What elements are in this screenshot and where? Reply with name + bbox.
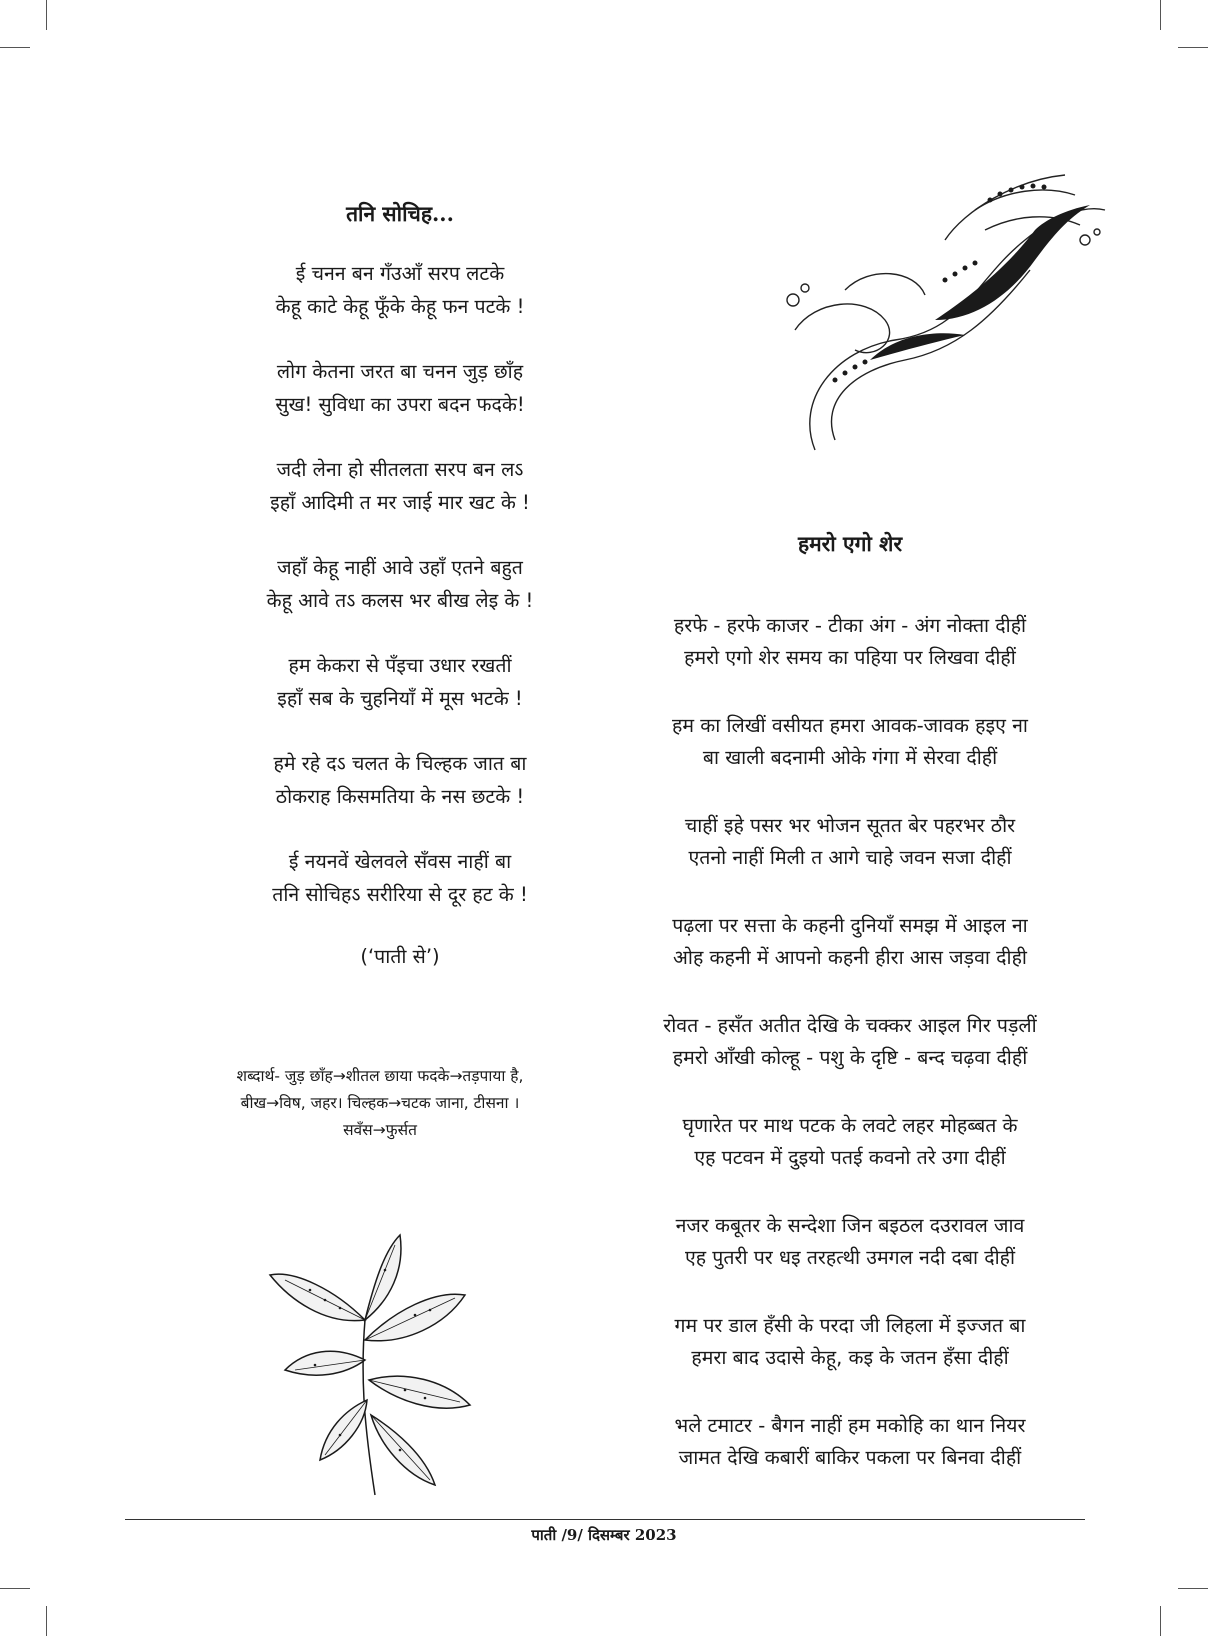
poem-line: जामत देखि कबारीं बाकिर पकला पर बिनवा दीहीं: [678, 1445, 1022, 1469]
poem-line: गम पर डाल हँसी के परदा जी लिहला में इज्जत बा: [674, 1314, 1026, 1337]
crop-mark: [1160, 0, 1161, 30]
page-footer: पाती /9/ दिसम्बर 2023: [531, 1526, 677, 1544]
stanza: [590, 910, 1110, 973]
poem-credit: (‘पाती से’): [360, 945, 440, 968]
poem-line: घृणारेत पर माथ पटक के लवटे लहर मोहब्बत के: [682, 1114, 1018, 1137]
poem-right: [590, 530, 1110, 1510]
poem-line: एह पटवन में दुइयो पतई कवनो तरे उगा दीहीं: [694, 1145, 1006, 1169]
leaf-branch-illustration: [265, 1230, 495, 1500]
poem-line: जहाँ केहू नाहीं आवे उहाँ एतने बहुत: [277, 556, 523, 579]
poem-line: ई चनन बन गँउआँ सरप लटके: [295, 262, 505, 285]
glossary-line: शब्दार्थ- जुड़ छाँह→शीतल छाया फदके→तड़पाया है,: [236, 1067, 524, 1085]
poem-line: सुख! सुविधा का उपरा बदन फदके!: [275, 392, 525, 416]
crop-mark: [0, 1588, 30, 1589]
poem-line: एतनो नाहीं मिली त आगे चाहे जवन सजा दीहीं: [688, 845, 1012, 869]
poem-line: केहू आवे तऽ कलस भर बीख लेइ के !: [266, 588, 534, 612]
poem-line: केहू काटे केहू फूँके केहू फन पटके !: [275, 294, 525, 318]
poem-line: ई नयनवें खेलवले सँवस नाहीं बा: [288, 850, 512, 873]
poem-title: हमरो एगो शेर: [797, 531, 903, 556]
poem-line: इहाँ सब के चुहनियाँ में मूस भटके !: [277, 686, 523, 710]
poem-title: तनि सोचिह...: [346, 201, 454, 226]
crop-mark: [1178, 1588, 1208, 1589]
poem-line: जदी लेना हो सीतलता सरप बन लऽ: [276, 458, 524, 481]
poem-line: पढ़ला पर सत्ता के कहनी दुनियाँ समझ में आइल ना: [672, 914, 1028, 937]
stanza: [590, 1210, 1110, 1273]
footer-divider: [125, 1519, 1085, 1520]
poem-line: नजर कबूतर के सन्देशा जिन बइठल दउरावल जाव: [675, 1214, 1025, 1237]
poem-line: लोग केतना जरत बा चनन जुड़ छाँह: [276, 360, 524, 383]
stanza: [590, 610, 1110, 673]
stanza: [590, 710, 1110, 773]
poem-line: हमरो एगो शेर समय का पहिया पर लिखवा दीहीं: [684, 645, 1016, 669]
crop-mark: [46, 1606, 47, 1636]
glossary-line: सवँस→फुर्सत: [343, 1121, 417, 1139]
poem-line: हरफे - हरफे काजर - टीका अंग - अंग नोक्ता दीहीं: [673, 614, 1027, 637]
stanza: [590, 1010, 1110, 1073]
poem-line: एह पुतरी पर धइ तरहत्थी उमगल नदी दबा दीहीं: [684, 1245, 1016, 1269]
stanza: [590, 1410, 1110, 1473]
poem-line: रोवत - हसँत अतीत देखि के चक्कर आइल गिर पड़लीं: [663, 1014, 1037, 1037]
glossary: [160, 1063, 600, 1144]
floral-ornament-illustration: [775, 170, 1110, 460]
crop-mark: [1178, 47, 1208, 48]
stanza: [120, 454, 680, 519]
stanza: [120, 258, 680, 323]
glossary-line: बीख→विष, जहर। चिल्हक→चटक जाना, टीसना ।: [240, 1094, 520, 1112]
poem-line: हमरा बाद उदासे केहू, कइ के जतन हँसा दीहीं: [691, 1345, 1009, 1369]
poem-line: बा खाली बदनामी ओके गंगा में सेरवा दीहीं: [702, 745, 998, 769]
stanza: [120, 356, 680, 421]
crop-mark: [1160, 1606, 1161, 1636]
poem-line: ओह कहनी में आपनो कहनी हीरा आस जड़वा दीही: [673, 945, 1027, 969]
poem-line: हमरो आँखी कोल्हू - पशु के दृष्टि - बन्द चढ़वा दीहीं: [672, 1045, 1028, 1069]
poem-line: भले टमाटर - बैगन नाहीं हम मकोहि का थान नियर: [674, 1414, 1026, 1437]
stanza: [590, 1110, 1110, 1173]
stanza: [590, 810, 1110, 873]
poem-line: चाहीं इहे पसर भर भोजन सूतत बेर पहरभर ठौर: [684, 814, 1016, 837]
poem-line: हमे रहे दऽ चलत के चिल्हक जात बा: [273, 752, 527, 775]
poem-line: हम का लिखीं वसीयत हमरा आवक-जावक हइए ना: [672, 714, 1028, 737]
crop-mark: [46, 0, 47, 30]
poem-line: हम केकरा से पँइचा उधार रखतीं: [288, 654, 512, 677]
poem-line: ठोकराह किसमतिया के नस छटके !: [275, 784, 525, 808]
poem-line: तनि सोचिहऽ सरीरिया से दूर हट के !: [272, 882, 528, 906]
stanza: [590, 1310, 1110, 1373]
poem-line: इहाँ आदिमी त मर जाई मार खट के !: [270, 490, 530, 514]
crop-mark: [0, 47, 30, 48]
